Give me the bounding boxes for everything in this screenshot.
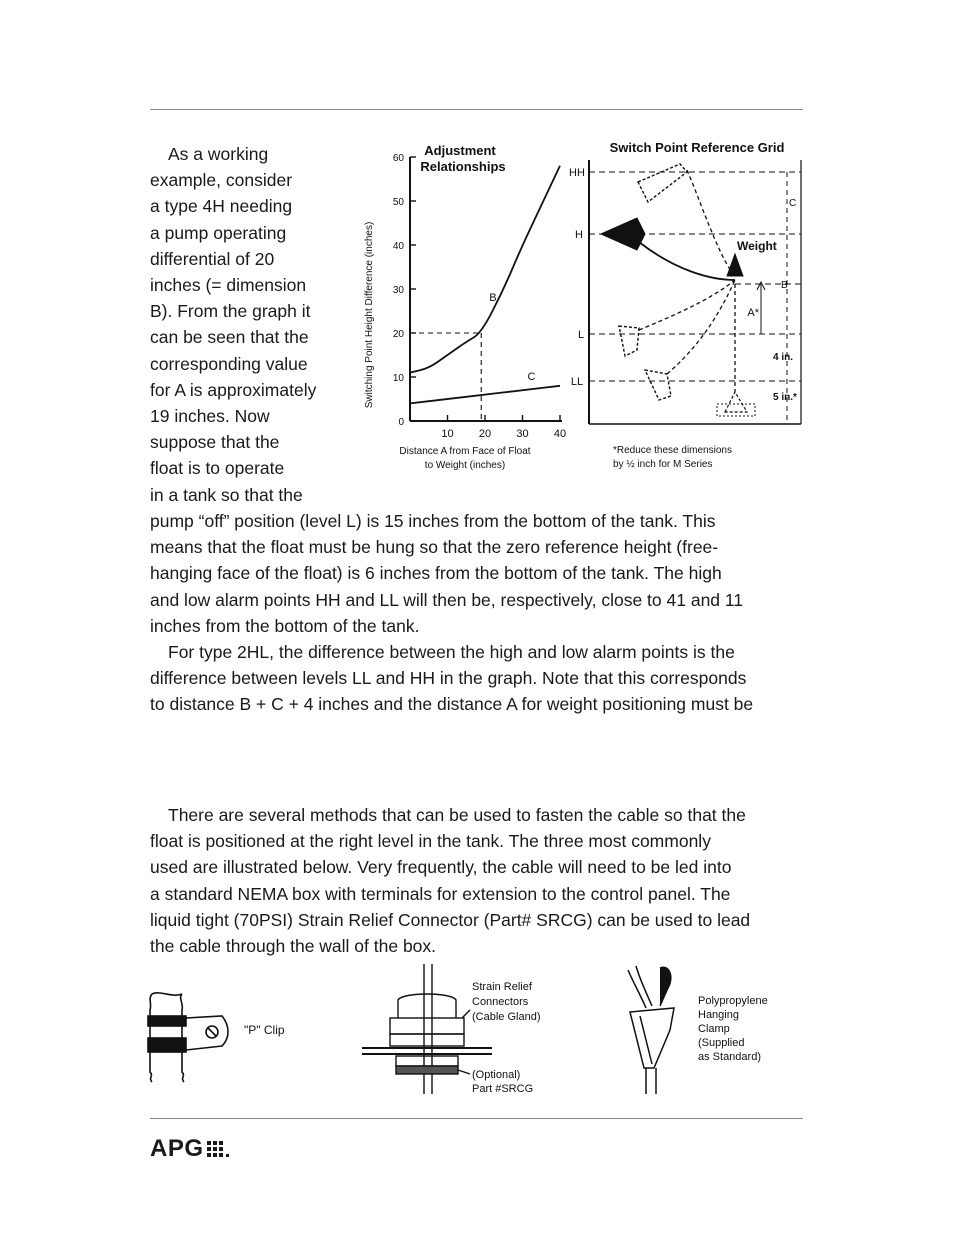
- chart-y-tick-label: 20: [392, 329, 404, 340]
- chart-y-label: Switching Point Height Difference (inches): [364, 221, 375, 409]
- chart-x-tick-label: 40: [553, 428, 567, 440]
- dim-label-c: C: [789, 198, 797, 209]
- grid-footnote-line1: *Reduce these dimensions: [613, 445, 732, 456]
- clamp-label-line1: Polypropylene: [698, 995, 768, 1007]
- continuation-line: and low alarm points HH and LL will then be, respectively, close to 41 and 11: [150, 589, 744, 610]
- strain-relief-leader-bottom: [458, 1070, 470, 1074]
- intro-line: suppose that the: [150, 432, 280, 453]
- chart-y-tick-label: 40: [392, 241, 404, 252]
- clamp-cable-top-edge: [636, 966, 652, 1006]
- clamp-label-line4: (Supplied: [698, 1037, 745, 1049]
- chart-x-tick-label: 30: [516, 428, 529, 440]
- intro-line: B). From the graph it: [150, 301, 311, 322]
- continuation-line: hanging face of the float) is 6 inches from the bottom of the tank. The high: [150, 563, 722, 584]
- cable-line: There are several methods that can be used to fasten the cable so that the: [168, 805, 746, 825]
- cable-paragraph: [150, 802, 820, 959]
- strain-relief-label-line1: Strain Relief: [472, 981, 532, 993]
- cable-h: [639, 242, 735, 280]
- cable-line: used are illustrated below. Very frequently, the cable will need to be led into: [150, 857, 732, 878]
- intro-line: example, consider: [150, 170, 293, 191]
- chart-y-tick-label: 30: [392, 285, 404, 296]
- logo-text: APG: [150, 1135, 204, 1162]
- level-label-ll: LL: [570, 376, 584, 388]
- strain-relief-label-line2: Connectors: [472, 996, 529, 1008]
- cable-hh: [687, 170, 735, 276]
- strain-relief-nut-lower: [390, 1034, 464, 1046]
- cable-line: liquid tight (70PSI) Strain Relief Connector (Part# SRCG) can be used to lead: [150, 909, 751, 930]
- chart-y-tick-label: 60: [392, 153, 404, 164]
- float-hh-outline: [638, 164, 687, 202]
- strain-relief-leader-top: [462, 1010, 470, 1018]
- continuation-line: inches from the bottom of the tank.: [150, 615, 420, 636]
- strain-relief-cap: [398, 994, 456, 1018]
- grid-title: Switch Point Reference Grid: [609, 140, 785, 155]
- clamp-cable-top: [628, 970, 646, 1008]
- cable-line: float is positioned at the right level in the tank. The three most commonly: [150, 831, 711, 852]
- continuation-line: means that the float must be hung so that the zero reference height (free-: [150, 537, 719, 558]
- chart-series-b-line: [410, 166, 560, 373]
- chart-x-label-line1: Distance A from Face of Float: [399, 446, 531, 457]
- strain-relief-label-line3: (Cable Gland): [472, 1011, 541, 1023]
- clamp-body: [630, 1008, 674, 1068]
- chart-y-tick-label: 10: [392, 373, 404, 384]
- continuation-paragraph: [150, 508, 820, 718]
- type2hl-line: For type 2HL, the difference between the high and low alarm points is the: [168, 642, 735, 663]
- intro-line: for A is approximately: [150, 379, 317, 400]
- chart-series-b-label: B: [489, 292, 497, 304]
- dim-label-4in: 4 in.: [773, 352, 794, 363]
- continuation-line: pump “off” position (level L) is 15 inches from the bottom of the tank. This: [150, 511, 716, 531]
- p-clip-label: "P" Clip: [244, 1023, 285, 1037]
- p-clip-screw-slot: [208, 1028, 216, 1036]
- chart-y-tick-label: 50: [392, 197, 404, 208]
- chart-y-tick-label: 0: [398, 417, 404, 428]
- intro-line: differential of 20: [150, 248, 275, 269]
- intro-line: a type 4H needing: [150, 196, 293, 217]
- clamp-label-line3: Clamp: [698, 1023, 730, 1035]
- weight-bottom-block: [717, 404, 755, 416]
- intro-line: As a working: [168, 144, 269, 164]
- clamp-cable-bottom: [646, 1068, 656, 1094]
- chart-x-tick-label: 20: [478, 428, 492, 440]
- hanging-clamp-illustration: [628, 966, 768, 1094]
- clamp-hook: [660, 967, 671, 1006]
- type2hl-line: difference between levels LL and HH in the graph. Note that this corresponds: [150, 668, 747, 689]
- intro-line: inches (= dimension: [150, 275, 307, 296]
- weight-bottom-outline: [725, 392, 747, 412]
- apg-logo: [150, 1135, 232, 1163]
- dim-label-b: B: [781, 280, 788, 291]
- chart-series-c-label: C: [527, 371, 536, 384]
- intro-line: corresponding value: [150, 353, 308, 374]
- intro-line: a pump operating: [150, 222, 287, 243]
- fastener-illustrations: [140, 960, 790, 1100]
- clamp-label-line5: as Standard): [698, 1051, 761, 1063]
- dim-label-5in: 5 in.*: [773, 392, 797, 403]
- optional-label-line2: Part #SRCG: [472, 1083, 534, 1095]
- clamp-label-line2: Hanging: [698, 1009, 739, 1021]
- chart-title-line1: Adjustment: [424, 143, 496, 158]
- chart-x-label-line2: to Weight (inches): [424, 460, 506, 471]
- p-clip-band-lower: [148, 1038, 186, 1052]
- weight-solid: [727, 254, 743, 276]
- cable-ll: [667, 280, 735, 374]
- strain-relief-locknut: [396, 1056, 458, 1066]
- logo-grid-icon: [206, 1138, 232, 1158]
- p-clip-tab: [186, 1016, 228, 1050]
- level-label-h: H: [575, 229, 583, 241]
- cable-l: [639, 280, 735, 330]
- p-clip-illustration: [148, 993, 285, 1082]
- adjustment-figure: [355, 130, 810, 480]
- level-label-hh: HH: [569, 167, 585, 179]
- grid-footnote-line2: by ½ inch for M Series: [613, 459, 713, 470]
- p-clip-top: [152, 993, 182, 995]
- dim-label-a: A*: [747, 307, 759, 319]
- cable-line: a standard NEMA box with terminals for extension to the control panel. The: [150, 883, 731, 904]
- top-rule: [150, 109, 803, 110]
- adjustment-chart: [364, 143, 566, 471]
- intro-paragraph: [150, 141, 340, 508]
- intro-line: float is to operate: [150, 458, 285, 479]
- float-l-outline: [619, 326, 639, 356]
- intro-line: in a tank so that the: [150, 484, 303, 505]
- type2hl-line: to distance B + C + 4 inches and the distance A for weight positioning must be: [150, 694, 754, 715]
- optional-label-line1: (Optional): [472, 1069, 521, 1081]
- chart-title-line2: Relationships: [420, 159, 506, 174]
- float-ll-outline: [645, 370, 671, 400]
- p-clip-band-upper: [148, 1016, 186, 1026]
- level-label-l: L: [577, 329, 585, 341]
- bottom-rule: [150, 1118, 803, 1119]
- weight-label: Weight: [737, 239, 777, 253]
- strain-relief-illustration: [362, 964, 540, 1095]
- chart-series-c-line: [410, 386, 560, 404]
- chart-x-tick-label: 10: [441, 428, 454, 440]
- strain-relief-washer: [396, 1066, 458, 1074]
- strain-relief-nut-upper: [390, 1018, 464, 1034]
- reference-grid: [569, 140, 801, 470]
- intro-line: 19 inches. Now: [150, 406, 270, 427]
- cable-line: the cable through the wall of the box.: [150, 936, 437, 957]
- float-h-solid: [601, 218, 645, 250]
- intro-line: can be seen that the: [150, 327, 309, 348]
